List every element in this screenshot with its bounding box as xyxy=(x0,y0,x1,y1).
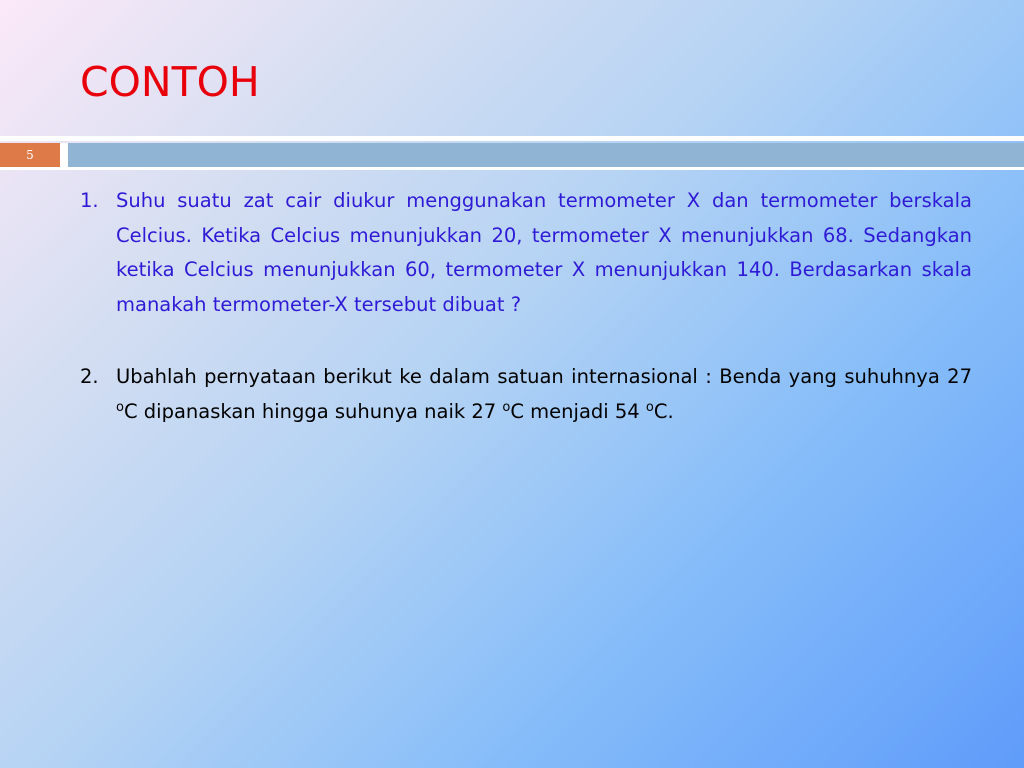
list-item-text-part: C. xyxy=(653,399,674,423)
list-item-number: 1. xyxy=(80,189,99,212)
list-item-text-part: C dipanaskan hingga suhunya naik 27 xyxy=(123,399,503,423)
degree-symbol: o xyxy=(645,399,654,415)
header-divider-top xyxy=(0,136,1024,141)
degree-symbol: o xyxy=(502,399,511,415)
slide-title: CONTOH xyxy=(80,58,260,106)
list-item-number: 2. xyxy=(80,365,99,388)
header-divider-gap xyxy=(60,143,68,167)
header-divider-bottom xyxy=(0,167,1024,170)
slide-number: 5 xyxy=(0,143,60,167)
list-item-text-part: Ubahlah pernyataan berikut ke dalam satuan internasional : Benda yang suhuhnya 27 xyxy=(116,365,972,388)
degree-symbol: o xyxy=(116,399,124,415)
slide-content xyxy=(80,184,972,432)
header-bar xyxy=(68,143,1024,167)
list-item-2 xyxy=(80,360,972,432)
list-item-text-part: C menjadi 54 xyxy=(510,399,646,423)
list-item-1 xyxy=(80,184,972,322)
list-item-text: Suhu suatu zat cair diukur menggunakan termometer X dan termometer berskala Celcius. Ketika Celcius menunjukkan 20, termometer X menunjukkan 68. Sedangkan ketika Celcius menunjukkan 60, termometer X menunjukkan 140. Berdasarkan skala manakah termometer-X tersebut dibuat ? xyxy=(116,189,972,316)
